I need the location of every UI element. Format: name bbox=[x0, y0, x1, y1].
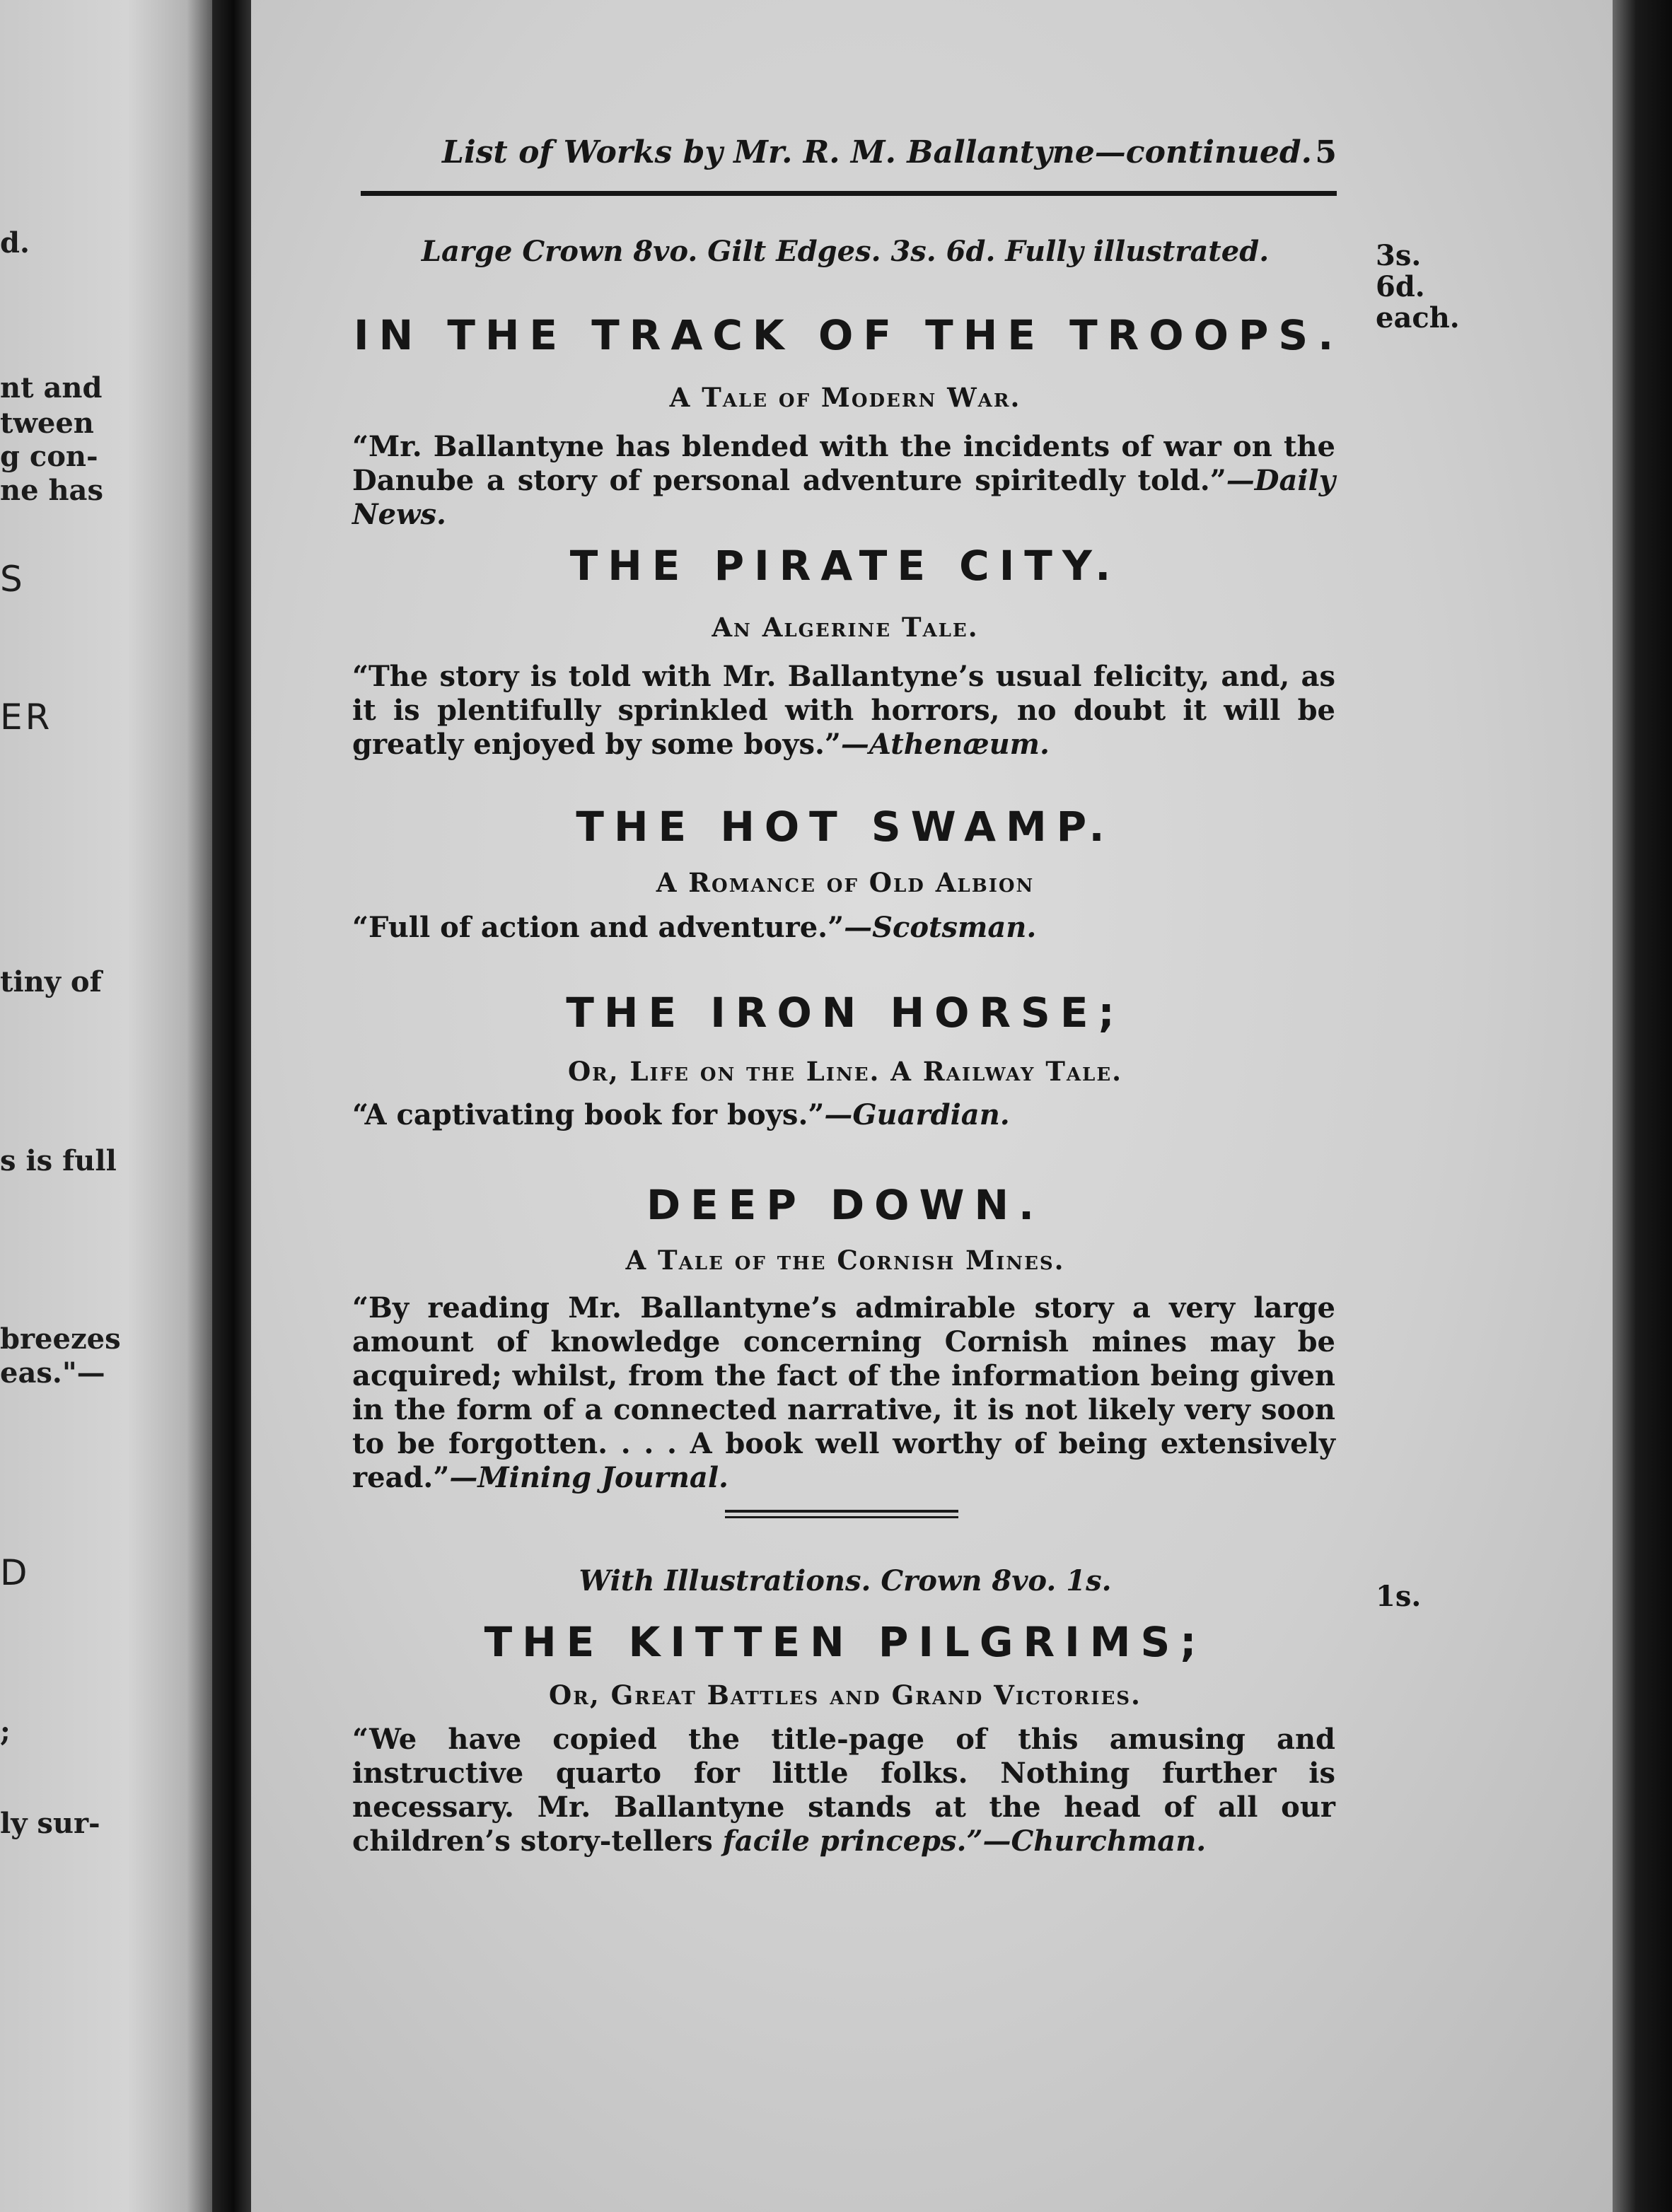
quote-text: “Mr. Ballantyne has blended with the incidents of war on the Danube a story of personal adventure spiritedly told.” bbox=[352, 430, 1335, 497]
quote-source: —Daily News. bbox=[352, 464, 1335, 531]
page-edge bbox=[1613, 0, 1672, 2212]
running-header bbox=[361, 134, 1337, 184]
margin-price: 3s. 6d. each. bbox=[1376, 239, 1460, 334]
left-fragment: d. bbox=[0, 226, 30, 260]
quote-italic: facile princeps. bbox=[722, 1824, 967, 1858]
review-quote bbox=[352, 911, 1335, 945]
left-fragment: tiny of bbox=[0, 965, 102, 999]
book-subtitle: A Tale of Modern War. bbox=[669, 382, 1021, 413]
left-fragment: breezes bbox=[0, 1322, 121, 1356]
left-fragment: ly sur- bbox=[0, 1807, 100, 1840]
left-fragment: ; bbox=[0, 1715, 11, 1748]
quote-source: —Guardian. bbox=[824, 1098, 1010, 1131]
left-page-fragment bbox=[0, 0, 212, 2212]
quote-source: —Mining Journal. bbox=[449, 1461, 728, 1494]
book-subtitle: A Tale of the Cornish Mines. bbox=[625, 1245, 1065, 1276]
left-fragment: ER bbox=[0, 697, 53, 738]
review-quote bbox=[352, 430, 1335, 532]
book-subtitle: Or, Great Battles and Grand Victories. bbox=[549, 1680, 1142, 1711]
book-gutter bbox=[212, 0, 255, 2212]
left-fragment: ne has bbox=[0, 474, 103, 507]
left-fragment: g con- bbox=[0, 440, 98, 473]
format-line: With Illustrations. Crown 8vo. 1s. bbox=[579, 1564, 1112, 1597]
book-title: THE KITTEN PILGRIMS; bbox=[484, 1618, 1207, 1666]
header-title: List of Works by Mr. R. M. Ballantyne—continued. bbox=[442, 134, 1313, 170]
quote-text: “A captivating book for boys.” bbox=[352, 1098, 825, 1131]
left-fragment: nt and bbox=[0, 371, 103, 404]
book-subtitle: Or, Life on the Line. A Railway Tale. bbox=[567, 1056, 1123, 1087]
header-rule bbox=[361, 191, 1337, 196]
quote-source: ”—Churchman. bbox=[966, 1824, 1207, 1858]
section-divider bbox=[725, 1516, 958, 1518]
review-quote bbox=[352, 1723, 1335, 1858]
quote-text: “Full of action and adventure.” bbox=[352, 911, 844, 944]
review-quote bbox=[352, 660, 1335, 762]
quote-text: “We have copied the title-page of this amusing and instructive quarto for little folks. Nothing further is necessary. Mr. Ballantyne stands at the head of all our children’s story-tellers bbox=[352, 1723, 1335, 1858]
book-title: THE HOT SWAMP. bbox=[576, 803, 1115, 851]
page-number: 5 bbox=[1315, 134, 1337, 170]
margin-price: 1s. bbox=[1376, 1580, 1422, 1613]
left-fragment: tween bbox=[0, 407, 94, 440]
book-subtitle: A Romance of Old Albion bbox=[656, 867, 1035, 898]
quote-source: —Scotsman. bbox=[844, 911, 1037, 944]
left-fragment: s is full bbox=[0, 1144, 117, 1177]
quote-text: “The story is told with Mr. Ballantyne’s usual felicity, and, as it is plentifully sprinkled with horrors, no doubt it will be greatly enjoyed by some boys.” bbox=[352, 660, 1335, 761]
left-fragment: D bbox=[0, 1552, 30, 1593]
review-quote bbox=[352, 1098, 1335, 1132]
section-divider bbox=[725, 1510, 958, 1513]
left-fragment: S bbox=[0, 559, 25, 600]
book-title: DEEP DOWN. bbox=[646, 1181, 1045, 1229]
quote-text: “By reading Mr. Ballantyne’s admirable story a very large amount of knowledge concerning Cornish mines may be acquired; whilst, from the fact of the information being given in the form of a connected narrative, it is not likely very soon to be forgotten. . . . A book well worthy of being extensively read.” bbox=[352, 1291, 1335, 1494]
review-quote bbox=[352, 1291, 1335, 1495]
book-subtitle: An Algerine Tale. bbox=[712, 612, 979, 643]
book-title: THE IRON HORSE; bbox=[566, 989, 1125, 1037]
quote-source: —Athenæum. bbox=[840, 728, 1050, 761]
book-title: THE PIRATE CITY. bbox=[569, 542, 1121, 590]
book-title: IN THE TRACK OF THE TROOPS. bbox=[354, 311, 1344, 359]
left-fragment: eas."— bbox=[0, 1356, 105, 1390]
format-line: Large Crown 8vo. Gilt Edges. 3s. 6d. Fully illustrated. bbox=[421, 235, 1270, 268]
